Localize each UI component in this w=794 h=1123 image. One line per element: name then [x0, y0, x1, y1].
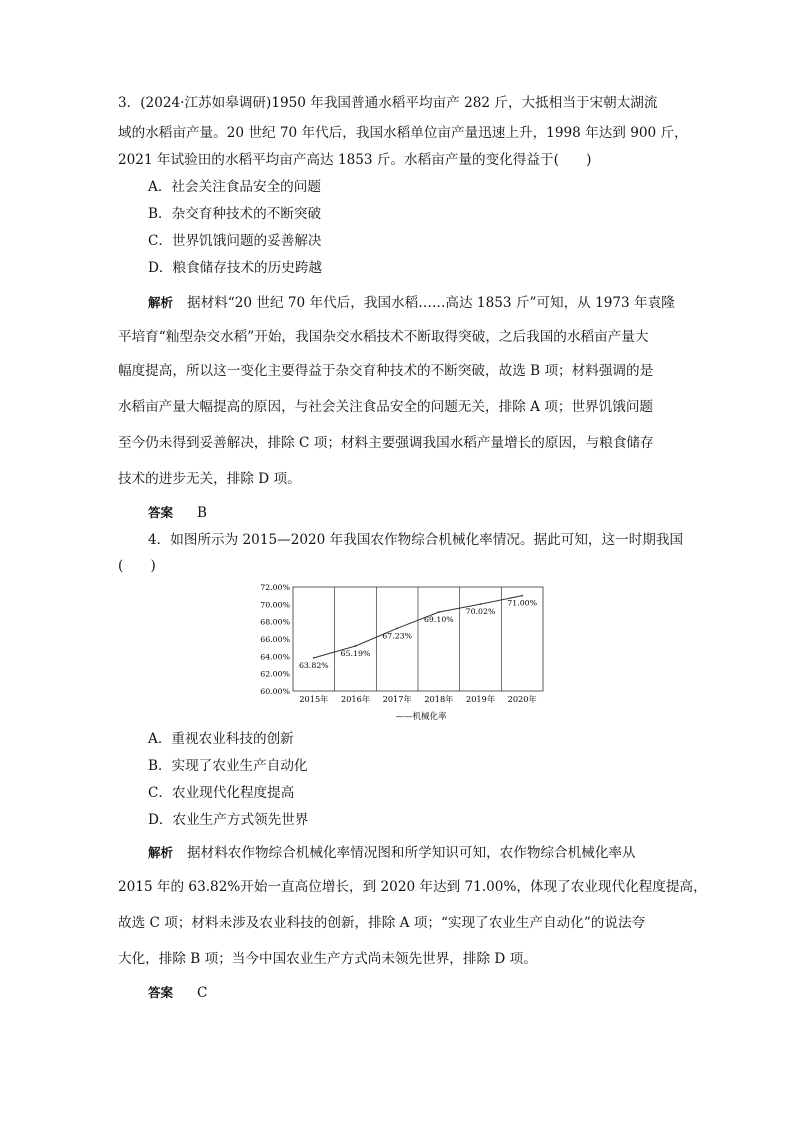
- q4-answer-tag: 答案: [148, 985, 174, 1000]
- chart-data-label: 65.19%: [340, 649, 371, 659]
- chart-x-tick-label: 2019年: [465, 694, 496, 704]
- q3-stem-line-2: 域的水稻亩产量。20 世纪 70 年代后，我国水稻单位亩产量迅速上升，1998 年达到 900 斤，: [118, 125, 688, 141]
- q4-analysis-line-4: 大化，排除 B 项；当今中国农业生产方式尚未领先世界，排除 D 项。: [118, 951, 537, 967]
- chart-point: [521, 595, 523, 597]
- q3-analysis-line-2: 平培育“籼型杂交水稻”开始，我国杂交水稻技术不断取得突破，之后我国的水稻亩产量大: [118, 329, 649, 345]
- chart-legend: ——机械化率: [395, 712, 447, 722]
- q4-analysis-line-2: 2015 年的 63.82%开始一直高位增长，到 2020 年达到 71.00%，体现了农业现代化程度提高，: [118, 879, 707, 895]
- chart-data-label: 69.10%: [423, 615, 454, 625]
- q3-option-c: C．世界饥饿问题的妥善解决: [148, 233, 322, 249]
- chart-x-tick-label: 2017年: [382, 694, 412, 704]
- q4-stem-line-2: ( ): [118, 558, 156, 574]
- q4-answer-value: C: [197, 985, 208, 1001]
- chart-point: [313, 657, 315, 659]
- q4-stem-line-1: 4．如图所示为 2015—2020 年我国农作物综合机械化率情况。据此可知，这一时期我国: [148, 532, 684, 548]
- chart-point: [355, 645, 357, 647]
- chart-x-tick-label: 2015年: [299, 694, 329, 704]
- chart-point: [480, 603, 482, 605]
- chart-x-tick-label: 2016年: [340, 694, 371, 704]
- chart-data-label: 70.02%: [465, 607, 496, 617]
- chart-y-tick-label: 60.00%: [260, 687, 290, 696]
- chart-y-tick-label: 66.00%: [260, 635, 290, 644]
- q3-answer-tag: 答案: [148, 505, 174, 520]
- q3-analysis-tag: 解析: [148, 295, 174, 310]
- chart-y-tick-label: 68.00%: [260, 617, 290, 627]
- q3-answer-value: B: [197, 505, 208, 521]
- q4-analysis-line-1: 解析 据材料农作物综合机械化率情况图和所学知识可知，农作物综合机械化率从: [148, 845, 636, 861]
- q4-option-c: C．农业现代化程度提高: [148, 785, 295, 801]
- chart-data-label: 63.82%: [298, 660, 329, 670]
- q4-option-a: A．重视农业科技的创新: [148, 731, 294, 747]
- q3-option-b: B．杂交育种技术的不断突破: [148, 206, 322, 222]
- q3-option-a: A．社会关注食品安全的问题: [148, 179, 321, 195]
- q3-answer: [148, 504, 207, 522]
- chart-y-tick-label: 62.00%: [260, 669, 290, 679]
- q3-analysis-line-5: 至今仍未得到妥善解决，排除 C 项；材料主要强调我国水稻产量增长的原因，与粮食储存: [118, 435, 654, 451]
- q3-analysis-line-4: 水稻亩产量大幅提高的原因，与社会关注食品安全的问题无关，排除 A 项；世界饥饿问题: [118, 399, 654, 415]
- q3-option-d: D．粮食储存技术的历史跨越: [148, 260, 323, 276]
- chart-x-tick-label: 2018年: [424, 694, 454, 704]
- q4-answer: [148, 984, 207, 1002]
- q3-analysis-line-6: 技术的进步无关，排除 D 项。: [118, 471, 301, 487]
- chart-y-tick-label: 72.00%: [260, 583, 290, 592]
- chart-y-tick-label: 64.00%: [260, 652, 290, 662]
- q4-option-b: B．实现了农业生产自动化: [148, 758, 308, 774]
- q3-stem-line-3: 2021 年试验田的水稻平均亩产高达 1853 斤。水稻亩产量的变化得益于( ): [118, 152, 592, 168]
- chart-x-tick-label: 2020年: [507, 694, 537, 704]
- q4-analysis-line-3: 故选 C 项；材料未涉及农业科技的创新，排除 A 项；“实现了农业生产自动化”的说法夸: [118, 915, 646, 931]
- chart-point: [396, 627, 398, 629]
- q4-analysis-tag: 解析: [148, 845, 174, 860]
- q3-analysis-line-1: 解析 据材料“20 世纪 70 年代后，我国水稻……高达 1853 斤”可知，从 1973 年袁隆: [148, 295, 675, 311]
- chart-point: [438, 611, 440, 613]
- chart-data-label: 71.00%: [507, 598, 538, 608]
- chart-data-label: 67.23%: [382, 631, 413, 641]
- mechanization-line-chart: [255, 582, 567, 722]
- q3-analysis-line-3: 幅度提高，所以这一变化主要得益于杂交育种技术的不断突破，故选 B 项；材料强调的是: [118, 363, 654, 379]
- q4-option-d: D．农业生产方式领先世界: [148, 812, 309, 828]
- chart-y-tick-label: 70.00%: [260, 600, 290, 610]
- q3-stem-line-1: 3．(2024·江苏如皋调研)1950 年我国普通水稻平均亩产 282 斤，大抵相当于宋朝太湖流: [118, 95, 658, 111]
